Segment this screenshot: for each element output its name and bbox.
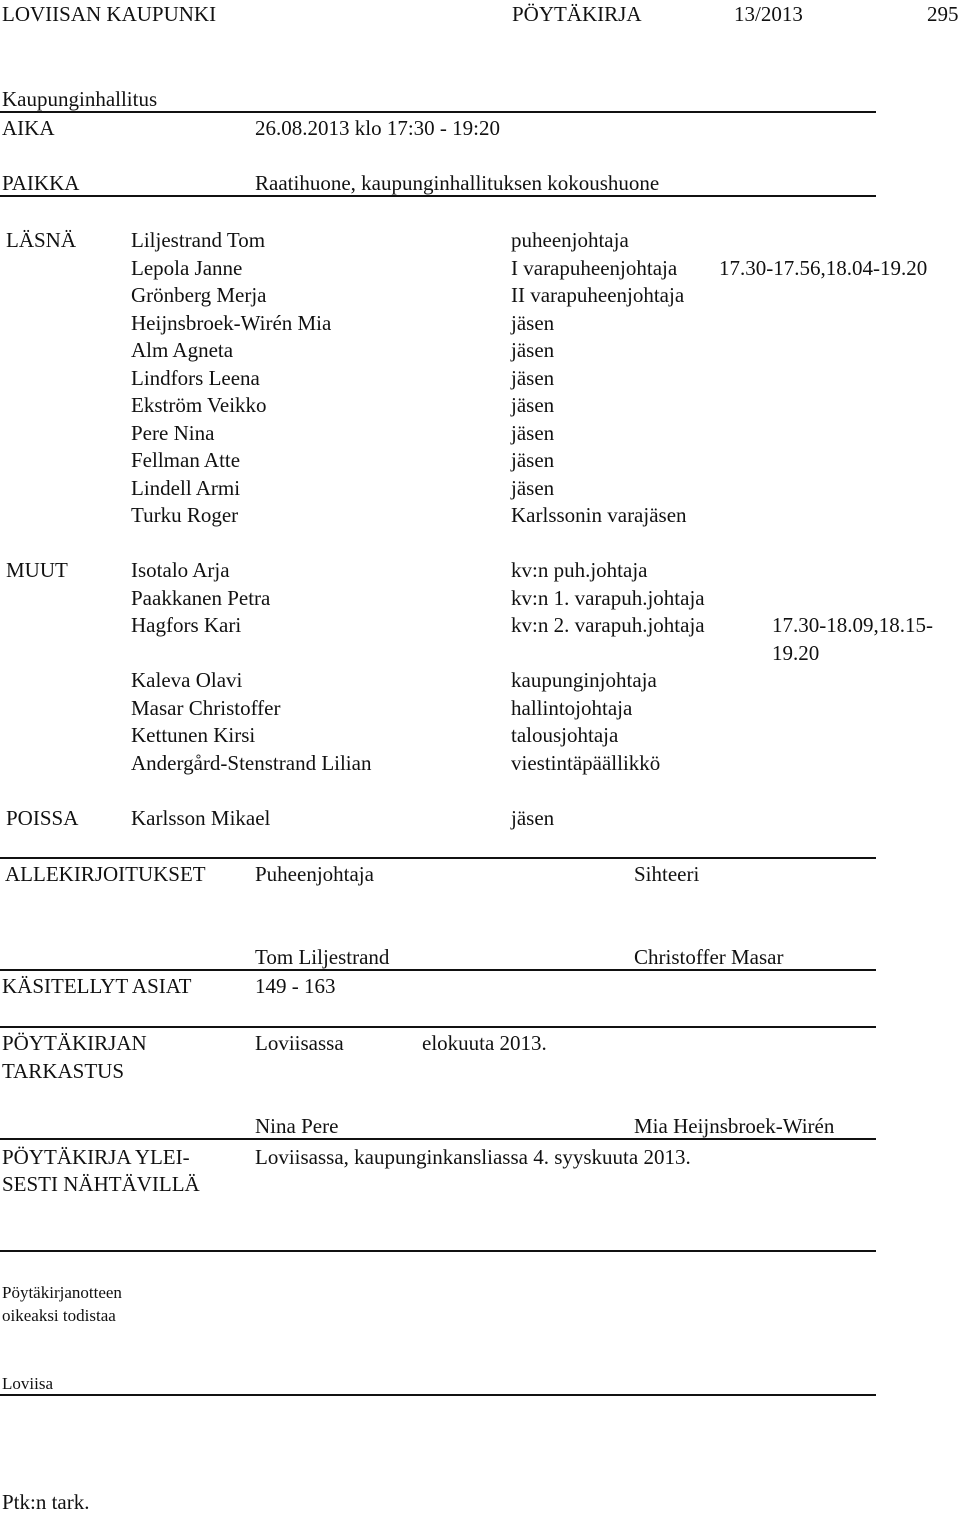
divider [0,1026,876,1028]
member-role: I varapuheenjohtaja [511,256,678,280]
member-name: Lindfors Leena [131,366,260,390]
member-role: jäsen [511,338,555,362]
secretary-name: Christoffer Masar [634,945,784,969]
body-name: Kaupunginhallitus [2,87,158,111]
other-role: kaupunginjohtaja [511,668,657,692]
member-name: Fellman Atte [131,448,241,472]
certify-text: oikeaksi todistaa [2,1306,116,1325]
member-name: Pere Nina [131,421,215,445]
other-name: Paakkanen Petra [131,586,271,610]
other-name: Andergård-Stenstrand Lilian [131,751,372,775]
member-role: jäsen [511,448,555,472]
chair-title: Puheenjohtaja [255,862,374,886]
header-number: 13/2013 [734,2,803,26]
divider [0,111,876,113]
member-note: 17.30-17.56,18.04-19.20 [719,256,928,280]
other-role: hallintojohtaja [511,696,633,720]
member-role: puheenjohtaja [511,228,629,252]
member-name: Liljestrand Tom [131,228,266,252]
divider [0,1138,876,1140]
signatures-label: ALLEKIRJOITUKSET [5,862,206,886]
other-name: Kettunen Kirsi [131,723,256,747]
lasna-label: LÄSNÄ [6,228,77,252]
handled-value: 149 - 163 [255,974,336,998]
public-label: PÖYTÄKIRJA YLEI- [2,1145,190,1169]
ptk-review: Ptk:n tark. [2,1490,90,1514]
header-page: 295 [927,2,959,26]
member-role: II varapuheenjohtaja [511,283,685,307]
other-role: viestintäpäällikkö [511,751,661,775]
paikka-label: PAIKKA [2,171,80,195]
other-name: Isotalo Arja [131,558,230,582]
member-name: Grönberg Merja [131,283,267,307]
other-role: kv:n 2. varapuh.johtaja [511,613,705,637]
handled-label: KÄSITELLYT ASIAT [2,974,192,998]
member-name: Ekström Veikko [131,393,267,417]
other-role: talousjohtaja [511,723,619,747]
reviewer-name: Mia Heijnsbroek-Wirén [634,1114,835,1138]
secretary-title: Sihteeri [634,862,700,886]
other-role: kv:n puh.johtaja [511,558,648,582]
other-name: Hagfors Kari [131,613,242,637]
divider [0,195,876,197]
member-role: jäsen [511,476,555,500]
member-role: jäsen [511,421,555,445]
review-label: PÖYTÄKIRJAN [2,1031,147,1055]
member-name: Turku Roger [131,503,239,527]
divider [0,857,876,859]
member-name: Lindell Armi [131,476,241,500]
member-role: jäsen [511,393,555,417]
member-name: Heijnsbroek-Wirén Mia [131,311,332,335]
review-label: TARKASTUS [2,1059,125,1083]
reviewer-name: Nina Pere [255,1114,339,1138]
absent-role: jäsen [511,806,555,830]
poissa-label: POISSA [6,806,79,830]
member-role: jäsen [511,311,555,335]
member-role: Karlssonin varajäsen [511,503,687,527]
footer-place: Loviisa [2,1374,53,1393]
absent-name: Karlsson Mikael [131,806,271,830]
divider [0,969,876,971]
review-date: elokuuta 2013. [422,1031,547,1055]
other-name: Masar Christoffer [131,696,281,720]
member-name: Alm Agneta [131,338,234,362]
signature-line [0,1394,876,1396]
member-role: jäsen [511,366,555,390]
review-place: Loviisassa [255,1031,344,1055]
other-note: 19.20 [772,641,820,665]
member-name: Lepola Janne [131,256,243,280]
certify-text: Pöytäkirjanotteen [2,1283,122,1302]
other-role: kv:n 1. varapuh.johtaja [511,586,705,610]
header-doc-type: PÖYTÄKIRJA [512,2,642,26]
other-name: Kaleva Olavi [131,668,243,692]
public-value: Loviisassa, kaupunginkansliassa 4. syyskuuta 2013. [255,1145,691,1169]
aika-label: AIKA [2,116,55,140]
other-note: 17.30-18.09,18.15- [772,613,933,637]
divider [0,1250,876,1252]
public-label: SESTI NÄHTÄVILLÄ [2,1172,200,1196]
aika-value: 26.08.2013 klo 17:30 - 19:20 [255,116,500,140]
muut-label: MUUT [6,558,68,582]
chair-name: Tom Liljestrand [255,945,390,969]
header-org: LOVIISAN KAUPUNKI [2,2,217,26]
paikka-value: Raatihuone, kaupunginhallituksen kokoushuone [255,171,660,195]
